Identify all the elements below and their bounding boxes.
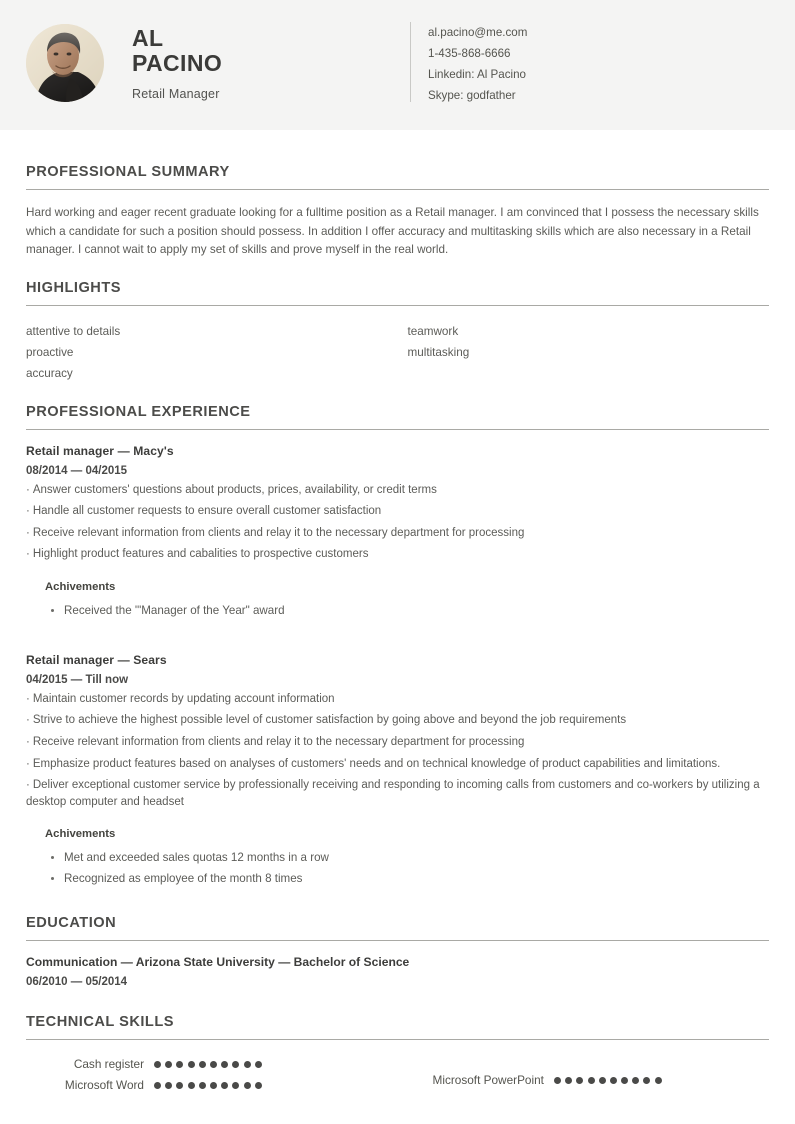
section-professional-experience bbox=[26, 404, 769, 890]
bullet-icon: · bbox=[26, 505, 30, 518]
achievements-block bbox=[26, 828, 769, 889]
section-technical-skills bbox=[26, 1014, 769, 1096]
highlight-item: proactive bbox=[26, 345, 74, 359]
section-title: TECHNICAL SKILLS bbox=[26, 1014, 174, 1031]
bullet-icon: · bbox=[26, 548, 30, 561]
skill-row bbox=[26, 1054, 398, 1074]
duty-text: Strive to achieve the highest possible level of customer satisfaction by going above and beyond the job requirements bbox=[32, 714, 627, 727]
bullet-icon: · bbox=[26, 736, 30, 749]
education-dates: 06/2010 — 05/2014 bbox=[26, 976, 128, 989]
experience-duty bbox=[26, 546, 769, 563]
skill-rating-dots bbox=[154, 1061, 266, 1068]
skills-column-right bbox=[398, 1054, 770, 1096]
section-divider bbox=[26, 305, 769, 306]
achievements-list bbox=[42, 600, 769, 621]
first-name: AL bbox=[132, 25, 164, 51]
section-divider bbox=[26, 189, 769, 190]
duty-text: Highlight product features and cabalities to prospective customers bbox=[32, 548, 369, 561]
bullet-icon: · bbox=[26, 757, 30, 770]
bullet-icon: · bbox=[26, 526, 30, 539]
job-title: Retail Manager bbox=[132, 87, 220, 101]
contact-phone[interactable]: 1-435-868-6666 bbox=[428, 47, 511, 60]
contact-skype[interactable]: Skype: godfather bbox=[428, 89, 516, 102]
achievements-block bbox=[26, 581, 769, 621]
section-highlights bbox=[26, 280, 769, 384]
section-title: EDUCATION bbox=[26, 915, 117, 932]
section-divider bbox=[26, 1039, 769, 1040]
skills-column-left bbox=[26, 1054, 398, 1096]
duty-text: Deliver exceptional customer service by professionally receiving and responding to incoming calls from customers and co-workers by utilizing a desktop computer and headset bbox=[26, 779, 760, 808]
contact-email[interactable]: al.pacino@me.com bbox=[428, 26, 528, 39]
resume-body bbox=[0, 130, 795, 1096]
section-divider bbox=[26, 429, 769, 430]
skill-row bbox=[433, 1070, 770, 1090]
portrait-photo-icon bbox=[26, 24, 104, 102]
identity-block bbox=[26, 0, 398, 102]
section-professional-summary bbox=[26, 164, 769, 260]
skill-label: Microsoft Word bbox=[64, 1078, 144, 1093]
highlight-item: teamwork bbox=[407, 324, 459, 338]
skills-grid bbox=[26, 1054, 769, 1096]
achievements-list bbox=[42, 847, 769, 889]
achievement-item: Met and exceeded sales quotas 12 months in a row bbox=[64, 847, 769, 868]
name-block bbox=[132, 24, 222, 101]
bullet-icon: · bbox=[26, 714, 30, 727]
achievements-title: Achivements bbox=[45, 580, 116, 593]
experience-duty bbox=[26, 734, 769, 751]
achievements-title: Achivements bbox=[45, 828, 116, 841]
bullet-icon: · bbox=[26, 692, 30, 705]
experience-dates: 08/2014 — 04/2015 bbox=[26, 464, 128, 477]
experience-dates: 04/2015 — Till now bbox=[26, 673, 129, 686]
experience-duty bbox=[26, 525, 769, 542]
contact-linkedin[interactable]: Linkedin: Al Pacino bbox=[428, 68, 526, 81]
duty-text: Answer customers' questions about products, prices, availability, or credit terms bbox=[32, 483, 437, 496]
bullet-icon: · bbox=[26, 779, 30, 792]
experience-item bbox=[26, 444, 769, 621]
skill-label: Cash register bbox=[73, 1057, 144, 1072]
skill-rating-dots bbox=[154, 1082, 266, 1089]
skill-rating-dots bbox=[554, 1077, 666, 1084]
experience-item bbox=[26, 653, 769, 890]
highlight-item: multitasking bbox=[407, 345, 470, 359]
experience-role: Retail manager — Sears bbox=[26, 652, 167, 667]
skill-label: Microsoft PowerPoint bbox=[432, 1073, 544, 1088]
section-education bbox=[26, 915, 769, 988]
section-title: HIGHLIGHTS bbox=[26, 279, 121, 296]
duty-text: Maintain customer records by updating account information bbox=[32, 692, 335, 705]
resume-header bbox=[0, 0, 795, 130]
highlights-grid bbox=[26, 321, 769, 384]
experience-duty bbox=[26, 691, 769, 708]
skill-row bbox=[26, 1075, 398, 1095]
highlights-column-right bbox=[388, 321, 770, 384]
achievement-item: Recognized as employee of the month 8 times bbox=[64, 868, 769, 889]
bullet-icon: · bbox=[26, 483, 30, 496]
section-title: PROFESSIONAL SUMMARY bbox=[26, 164, 230, 180]
duty-text: Receive relevant information from clients and relay it to the necessary department for processing bbox=[32, 736, 525, 749]
duty-text: Emphasize product features based on analyses of customers' needs and on technical knowledge of product capabilities and limitations. bbox=[32, 757, 721, 770]
duty-text: Receive relevant information from clients and relay it to the necessary department for processing bbox=[32, 526, 525, 539]
achievement-item: Received the '"Manager of the Year" award bbox=[64, 600, 769, 621]
experience-duty bbox=[26, 503, 769, 520]
highlights-column-left bbox=[26, 321, 388, 384]
section-title: PROFESSIONAL EXPERIENCE bbox=[26, 403, 251, 420]
avatar bbox=[26, 24, 104, 102]
experience-duty bbox=[26, 777, 769, 810]
contact-block bbox=[410, 22, 527, 102]
last-name: PACINO bbox=[132, 50, 223, 76]
education-degree: Communication — Arizona State University — Bachelor of Science bbox=[26, 955, 410, 970]
experience-role: Retail manager — Macy's bbox=[26, 443, 174, 458]
experience-duty bbox=[26, 756, 769, 773]
summary-text: Hard working and eager recent graduate looking for a fulltime position as a Retail manager. I am convinced that I possess the necessary skills which a candidate for such a position should possess. In addition I offer accuracy and multitasking skills which are also necessary in a Retail manager. I cannot wait to apply my set of skills and prove myself in the real world. bbox=[26, 206, 759, 256]
duty-text: Handle all customer requests to ensure overall customer satisfaction bbox=[32, 505, 382, 518]
experience-duty bbox=[26, 712, 769, 729]
highlight-item: attentive to details bbox=[26, 324, 121, 338]
highlight-item: accuracy bbox=[26, 366, 73, 380]
experience-duty bbox=[26, 482, 769, 499]
section-divider bbox=[26, 940, 769, 941]
